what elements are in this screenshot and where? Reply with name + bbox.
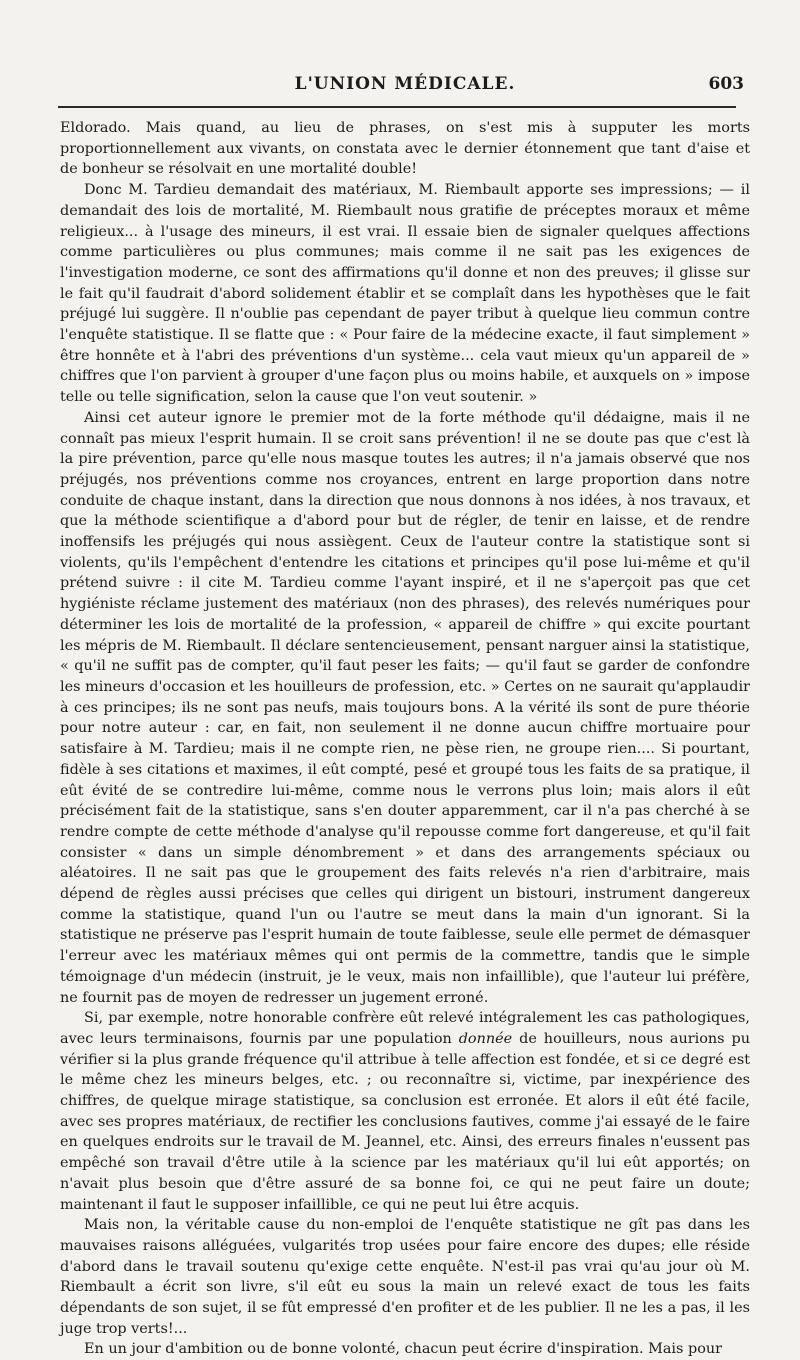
paragraph-3: Ainsi cet auteur ignore le premier mot de la forte méthode qu'il dédaigne, mais il ne connaît pas mieux l'esprit humain. Il se croit sans prévention! il ne se doute pas que c'est là la pire prévention, parce qu'elle nous masque toutes les autres; il n'a jamais observé que nos préjugés, nos préventions comme nos croyances, entrent en large proportion dans notre conduite de chaque instant, dans la direction que nous donnons à nos idées, à nos travaux, et que la méthode scientifique a d'abord pour but de régler, de tenir en laisse, et de rendre inoffensifs les préjugés qui nous assiègent. Ceux de l'auteur contre la statistique sont si violents, qu'ils l'empêchent d'entendre les citations et principes qu'il pose lui-même et qu'il prétend suivre : il cite M. Tardieu comme l'ayant inspiré, et il ne s'aperçoit pas que cet hygiéniste réclame justement des matériaux (non des phrases), des relevés numériques pour déterminer les lois de mortalité de la profession, « appareil de chiffre » qui excite pourtant les mépris de M. Riembault. Il déclare sentencieusement, pensant narguer ainsi la statistique, « qu'il ne suffit pas de compter, qu'il faut peser les faits; — qu'il faut se garder de confondre les mineurs d'occasion et les houilleurs de profession, etc. » Certes on ne saurait qu'applaudir à ces principes; ils ne sont pas neufs, mais toujours bons. A la vérité ils sont de pure théorie pour notre auteur : car, en fait, non seulement il ne donne aucun chiffre mortuaire pour satisfaire à M. Tardieu; mais il ne compte rien, ne pèse rien, ne groupe rien.... Si pourtant, fidèle à ses citations et maximes, il eût compté, pesé et groupé tous les faits de sa pratique, il eût évité de se contredire lui-même, comme nous le verrons plus loin; mais alors il eût précisément fait de la statistique, sans s'en douter apparemment, car il n'a pas cherché à se rendre compte de cette méthode d'analyse qu'il repousse comme fort dangereuse, et qu'il fait consister « dans un simple dénombrement » et dans des arrangements spéciaux ou aléatoires. Il ne sait pas que le groupement des faits relevés n'a rien d'arbitraire, mais dépend de règles aussi précises que celles qui dirigent un bistouri, instrument dangereux comme la statistique, quand l'un ou l'autre se meut dans la main d'un ignorant. Si la statistique ne préserve pas l'esprit humain de toute faiblesse, seule elle permet de démasquer l'erreur avec les matériaux mêmes qui ont permis de la commettre, tandis que le simple témoignage d'un médecin (instruit, je le veux, mais non infaillible), que l'auteur lui préfère, ne fournit pas de moyen de redresser un jugement erroné. <box>60 409 750 1006</box>
paragraph-5: Mais non, la véritable cause du non-emploi de l'enquête statistique ne gît pas dans les mauvaises raisons alléguées, vulgarités trop usées pour faire encore des dupes; elle réside d'abord dans le travail soutenu qu'exige cette enquête. N'est-il pas vrai qu'au jour où M. Riembault a écrit son livre, s'il eût eu sous la main un relevé exact de tous les faits dépendants de son sujet, il se fût empressé d'en profiter et de les publier. Il ne les a pas, il les juge trop verts!... <box>60 1217 750 1337</box>
paragraph-4-emphasis: donnée <box>458 1030 513 1047</box>
page-number: 603 <box>708 74 744 94</box>
running-title: L'UNION MÉDICALE. <box>294 74 516 94</box>
paragraph-4 <box>60 1008 750 1215</box>
paragraph-4-part-1: Si, par exemple, notre honorable confrère eût relevé intégralement les cas pathologiques, avec leurs terminaisons, fournis par une population <box>60 1010 750 1047</box>
article-body <box>60 118 750 1360</box>
paragraph-4-part-2: de houilleurs, nous aurions pu vérifier si la plus grande fréquence qu'il attribue à telle affection est fondée, et si ce degré est le même chez les mineurs belges, etc. ; ou reconnaître si, victime, par inexpérience des chiffres, de quelque mirage statistique, sa conclusion est erronée. Et alors il eût été facile, avec ses propres matériaux, de rectifier les conclusions fautives, comme j'ai essayé de le faire en quelques endroits sur le travail de M. Jeannel, etc. Ainsi, des erreurs finales n'eussent pas empêché son travail d'être utile à la science par les matériaux qu'il lui eût apportés; on n'avait plus besoin que d'être assuré de sa bonne foi, ce qui ne peut faire un doute; maintenant il faut le supposer infaillible, ce qui ne peut lui être acquis. <box>60 1030 750 1213</box>
paragraph-1: Eldorado. Mais quand, au lieu de phrases, on s'est mis à supputer les morts proportionnellement aux vivants, on constata avec le dernier étonnement que tant d'aise et de bonheur se résolvait en une mortalité double! <box>60 120 750 178</box>
paragraph-6: En un jour d'ambition ou de bonne volonté, chacun peut écrire d'inspiration. Mais pour <box>84 1341 723 1358</box>
header-rule <box>58 106 736 108</box>
paragraph-2: Donc M. Tardieu demandait des matériaux, M. Riembault apporte ses impressions; — il demandait des lois de mortalité, M. Riembault nous gratifie de préceptes moraux et même religieux... à l'usage des mineurs, il est vrai. Il essaie bien de signaler quelques affections comme particulières ou plus communes; mais comme il ne sait pas les exigences de l'investigation moderne, ce sont des affirmations qu'il donne et non des preuves; il glisse sur le fait qu'il faudrait d'abord solidement établir et se complaît dans les hypothèses que le fait préjugé lui suggère. Il n'oublie pas cependant de payer tribut à quelque lieu commun contre l'enquête statistique. Il se flatte que : « Pour faire de la médecine exacte, il faut simplement » être honnête et à l'abri des préventions d'un système... cela vaut mieux qu'un appareil de » chiffres que l'on parvient à grouper d'une façon plus ou moins habile, et auxquels on » impose telle ou telle signification, selon la cause que l'on veut soutenir. » <box>60 182 750 406</box>
page-header <box>60 74 750 104</box>
